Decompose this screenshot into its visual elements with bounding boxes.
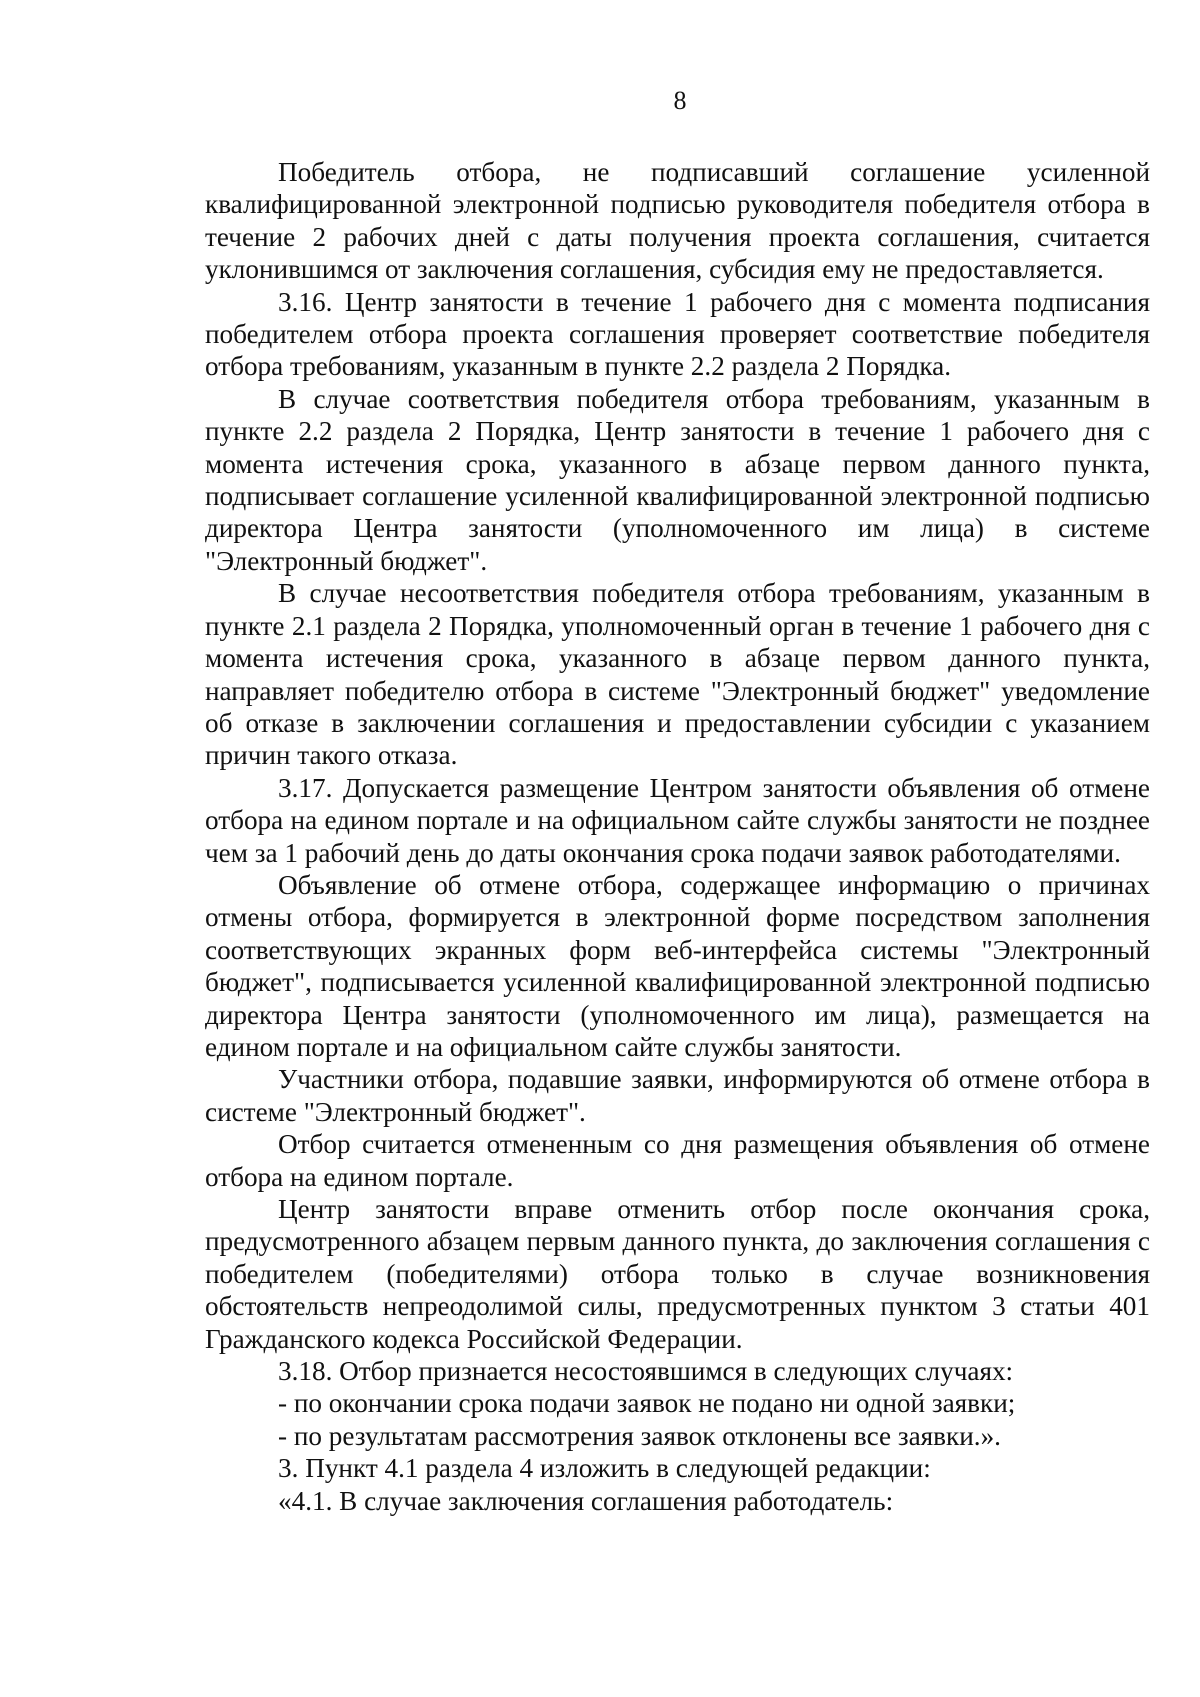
- paragraph-3-17: 3.17. Допускается размещение Центром занятости объявления об отмене отбора на едином портале и на официальном сайте службы занятости не позднее чем за 1 рабочий день до даты окончания срока подачи заявок работодателями.: [205, 772, 1150, 868]
- paragraph-amendment-4-1: 3. Пункт 4.1 раздела 4 изложить в следующей редакции:: [278, 1453, 931, 1484]
- paragraph-noncompliance: В случае несоответствия победителя отбора требованиям, указанным в пункте 2.1 раздела 2 Порядка, уполномоченный орган в течение 1 рабочего дня с момента истечения срока, указанного в абзаце первом данного пункта, направляет победителю отбора в системе "Электронный бюджет" уведомление об отказе в заключении соглашения и предоставлении субсидии с указанием причин такого отказа.: [205, 578, 1150, 771]
- paragraph-cancellation-notice: Объявление об отмене отбора, содержащее информацию о причинах отмены отбора, формируется в электронной форме посредством заполнения соответствующих экранных форм веб-интерфейса системы "Электронный бюджет", подписывается усиленной квалифицированной электронной подписью директора Центра занятости (уполномоченного им лица), размещается на едином портале и на официальном сайте службы занятости.: [205, 869, 1150, 1062]
- page-number: 8: [673, 86, 687, 115]
- document-body: [205, 156, 1150, 1517]
- list-item-all-rejected: - по результатам рассмотрения заявок отклонены все заявки.».: [278, 1420, 1001, 1451]
- paragraph-participants-informed: Участники отбора, подавшие заявки, информируются об отмене отбора в системе "Электронный бюджет".: [205, 1064, 1150, 1127]
- paragraph-selection-cancelled: Отбор считается отмененным со дня размещения объявления об отмене отбора на едином портале.: [205, 1129, 1150, 1192]
- paragraph-4-1-start: «4.1. В случае заключения соглашения работодатель:: [278, 1485, 894, 1516]
- paragraph-3-18: 3.18. Отбор признается несостоявшимся в следующих случаях:: [278, 1356, 1014, 1387]
- paragraph-3-16: 3.16. Центр занятости в течение 1 рабочего дня с момента подписания победителем отбора проекта соглашения проверяет соответствие победителя отбора требованиям, указанным в пункте 2.2 раздела 2 Порядка.: [205, 286, 1150, 382]
- paragraph-winner-refusal: Победитель отбора, не подписавший соглашение усиленной квалифицированной электронной подписью руководителя победителя отбора в течение 2 рабочих дней с даты получения проекта соглашения, считается уклонившимся от заключения соглашения, субсидия ему не предоставляется.: [205, 157, 1150, 285]
- list-item-no-applications: - по окончании срока подачи заявок не подано ни одной заявки;: [278, 1388, 1016, 1419]
- paragraph-compliance: В случае соответствия победителя отбора требованиям, указанным в пункте 2.2 раздела 2 Порядка, Центр занятости в течение 1 рабочего дня с момента истечения срока, указанного в абзаце первом данного пункта, подписывает соглашение усиленной квалифицированной электронной подписью директора Центра занятости (уполномоченного им лица) в системе "Электронный бюджет".: [205, 383, 1150, 576]
- paragraph-force-majeure: Центр занятости вправе отменить отбор после окончания срока, предусмотренного абзацем первым данного пункта, до заключения соглашения с победителем (победителями) отбора только в случае возникновения обстоятельств непреодолимой силы, предусмотренных пунктом 3 статьи 401 Гражданского кодекса Российской Федерации.: [205, 1194, 1150, 1354]
